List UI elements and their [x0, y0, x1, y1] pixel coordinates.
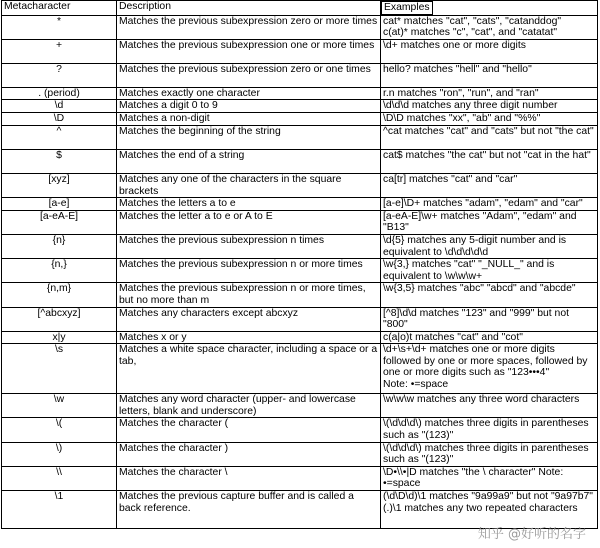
- table-row: [2, 149, 598, 173]
- description-cell: Matches a non-digit: [117, 113, 381, 126]
- table-row: [2, 331, 598, 344]
- example-cell: hello? matches "hell" and "hello": [381, 63, 598, 87]
- description-cell: Matches the previous subexpression zero or more times: [117, 15, 381, 39]
- table-row: [2, 173, 598, 197]
- table-row: [2, 198, 598, 211]
- description-cell: Matches the previous subexpression n or more times: [117, 259, 381, 283]
- table-row: [2, 39, 598, 63]
- watermark: 知乎 @好听的名字: [477, 527, 586, 542]
- description-cell: Matches the previous capture buffer and is called a back reference.: [117, 491, 381, 529]
- metacharacter-cell: \d: [2, 100, 117, 113]
- example-cell: (\d\D\d)\1 matches "9a99a9" but not "9a97b7" (.)\1 matches any two repeated characters: [381, 491, 598, 529]
- table-body: [2, 15, 598, 528]
- example-cell: \w\w\w matches any three word characters: [381, 394, 598, 418]
- table-row: [2, 307, 598, 331]
- table-row: [2, 100, 598, 113]
- example-cell: \d+\s+\d+ matches one or more digits followed by one or more spaces, followed by one or more digits such as "123•••4" Note: •=space: [381, 344, 598, 394]
- metacharacter-cell: \D: [2, 113, 117, 126]
- metacharacter-cell: \w: [2, 394, 117, 418]
- table-row: [2, 210, 598, 234]
- metacharacter-cell: . (period): [2, 87, 117, 100]
- metacharacter-cell: ?: [2, 63, 117, 87]
- example-cell: \w{3,5} matches "abc" "abcd" and "abcde": [381, 283, 598, 307]
- metacharacter-cell: [xyz]: [2, 173, 117, 197]
- description-cell: Matches the character ): [117, 442, 381, 466]
- example-cell: c(a|o)t matches "cat" and "cot": [381, 331, 598, 344]
- description-cell: Matches the character \: [117, 466, 381, 490]
- example-cell: \w{3,} matches "cat" "_NULL_" and is equivalent to \w\w\w+: [381, 259, 598, 283]
- example-cell: cat* matches "cat", "cats", "catanddog" c(at)* matches "c", "cat", and "catatat": [381, 15, 598, 39]
- example-cell: \d\d\d matches any three digit number: [381, 100, 598, 113]
- table-row: [2, 15, 598, 39]
- header-metacharacter: Metacharacter: [2, 1, 117, 16]
- description-cell: Matches the previous subexpression n or more times, but no more than m: [117, 283, 381, 307]
- example-cell: \D\D matches "xx", "ab" and "%%": [381, 113, 598, 126]
- metacharacter-cell: \1: [2, 491, 117, 529]
- description-cell: Matches any one of the characters in the square brackets: [117, 173, 381, 197]
- header-description: Description: [117, 1, 381, 16]
- example-cell: \(\d\d\d\) matches three digits in parentheses such as "(123)": [381, 442, 598, 466]
- table-row: [2, 113, 598, 126]
- metacharacter-cell: [a-eA-E]: [2, 210, 117, 234]
- metacharacter-cell: x|y: [2, 331, 117, 344]
- metacharacter-cell: ^: [2, 125, 117, 149]
- example-cell: r.n matches "ron", "run", and "ran": [381, 87, 598, 100]
- description-cell: Matches any characters except abcxyz: [117, 307, 381, 331]
- table-row: [2, 442, 598, 466]
- description-cell: Matches x or y: [117, 331, 381, 344]
- example-cell: [a-e]\D+ matches "adam", "edam" and "car": [381, 198, 598, 211]
- metacharacter-cell: \s: [2, 344, 117, 394]
- description-cell: Matches any word character (upper- and lowercase letters, blank and underscore): [117, 394, 381, 418]
- metacharacter-cell: +: [2, 39, 117, 63]
- description-cell: Matches the beginning of the string: [117, 125, 381, 149]
- metacharacter-cell: \(: [2, 418, 117, 442]
- description-cell: Matches a white space character, including a space or a tab,: [117, 344, 381, 394]
- table-row: [2, 125, 598, 149]
- table-row: [2, 394, 598, 418]
- example-cell: ca[tr] matches "cat" and "car": [381, 173, 598, 197]
- example-cell: \d{5} matches any 5-digit number and is equivalent to \d\d\d\d\d: [381, 234, 598, 258]
- description-cell: Matches the previous subexpression n times: [117, 234, 381, 258]
- header-row: [2, 1, 598, 16]
- table-row: [2, 259, 598, 283]
- metacharacter-cell: [^abcxyz]: [2, 307, 117, 331]
- metacharacter-cell: *: [2, 15, 117, 39]
- example-cell: [^8]\d\d matches "123" and "999" but not "800": [381, 307, 598, 331]
- table-row: [2, 344, 598, 394]
- regex-table: [1, 0, 598, 529]
- metacharacter-cell: \\: [2, 466, 117, 490]
- description-cell: Matches the character (: [117, 418, 381, 442]
- description-cell: Matches the previous subexpression one or more times: [117, 39, 381, 63]
- metacharacter-cell: {n}: [2, 234, 117, 258]
- header-examples-label: Examples: [381, 1, 433, 15]
- example-cell: cat$ matches "the cat" but not "cat in the hat": [381, 149, 598, 173]
- description-cell: Matches a digit 0 to 9: [117, 100, 381, 113]
- table-row: [2, 234, 598, 258]
- table-row: [2, 63, 598, 87]
- description-cell: Matches the previous subexpression zero or one times: [117, 63, 381, 87]
- header-examples: [381, 1, 598, 16]
- description-cell: Matches the letter a to e or A to E: [117, 210, 381, 234]
- description-cell: Matches the letters a to e: [117, 198, 381, 211]
- metacharacter-cell: $: [2, 149, 117, 173]
- example-cell: ^cat matches "cat" and "cats" but not "the cat": [381, 125, 598, 149]
- table-row: [2, 418, 598, 442]
- metacharacter-cell: {n,}: [2, 259, 117, 283]
- metacharacter-cell: [a-e]: [2, 198, 117, 211]
- example-cell: \d+ matches one or more digits: [381, 39, 598, 63]
- example-cell: [a-eA-E]\w+ matches "Adam", "edam" and "B13": [381, 210, 598, 234]
- description-cell: Matches exactly one character: [117, 87, 381, 100]
- table-row: [2, 87, 598, 100]
- metacharacter-cell: \): [2, 442, 117, 466]
- metacharacter-cell: {n,m}: [2, 283, 117, 307]
- description-cell: Matches the end of a string: [117, 149, 381, 173]
- example-cell: \D•\\•|D matches "the \ character" Note: •=space: [381, 466, 598, 490]
- table-row: [2, 283, 598, 307]
- table-row: [2, 466, 598, 490]
- example-cell: \(\d\d\d\) matches three digits in parentheses such as "(123)": [381, 418, 598, 442]
